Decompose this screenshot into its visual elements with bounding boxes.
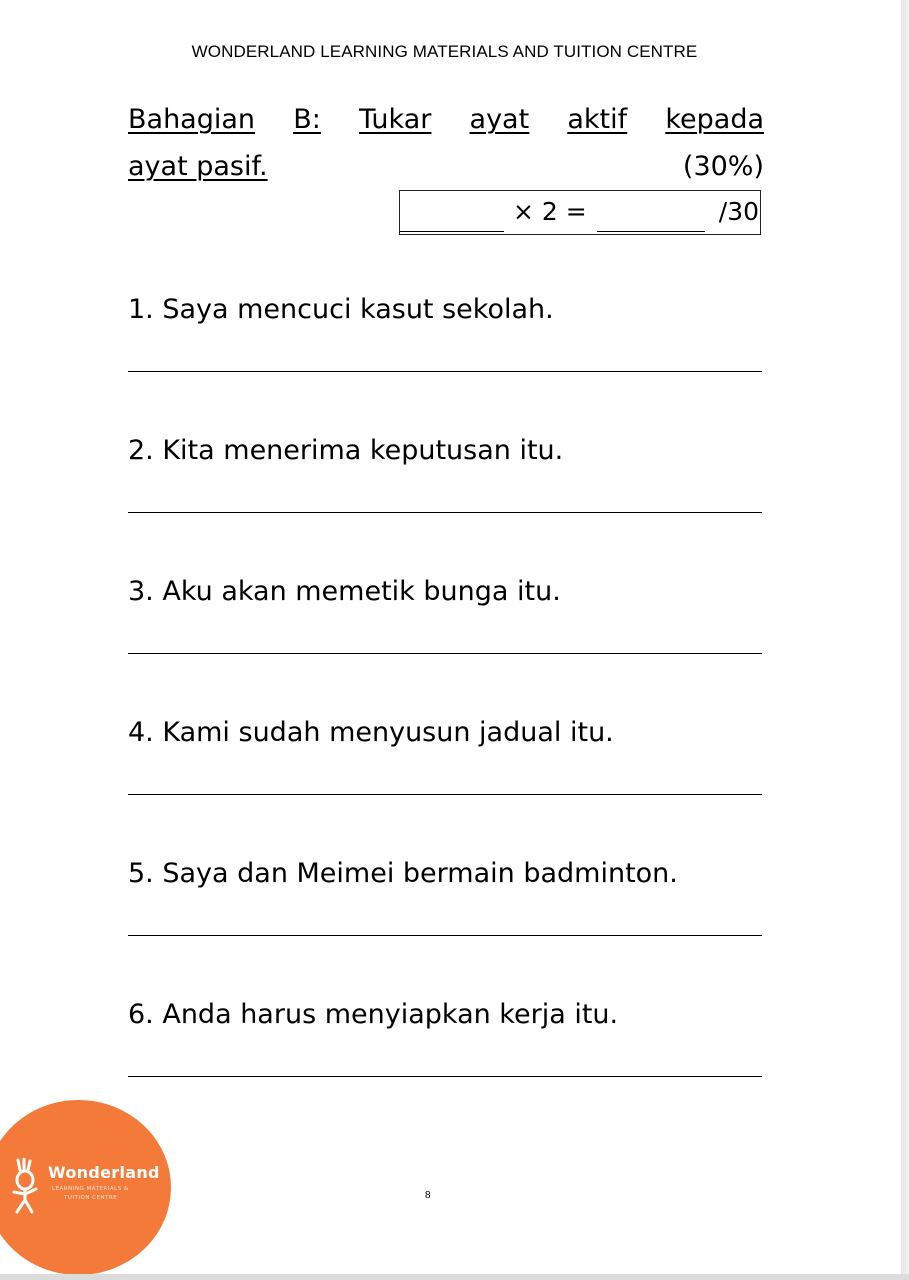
section-percent: (30%) — [682, 151, 764, 182]
score-multiplier: × 2 = — [513, 197, 587, 226]
score-blank[interactable] — [400, 231, 504, 232]
answer-line-6[interactable] — [128, 1076, 762, 1077]
score-total: /30 — [718, 197, 759, 226]
page-number: 8 — [425, 1190, 431, 1201]
answer-line-1[interactable] — [128, 371, 762, 372]
answer-line-2[interactable] — [128, 512, 762, 513]
answer-line-3[interactable] — [128, 653, 762, 654]
answer-line-4[interactable] — [128, 794, 762, 795]
question-3: 3. Aku akan memetik bunga itu. — [128, 576, 561, 607]
logo-subtitle: LEARNING MATERIALS & — [52, 1186, 129, 1192]
question-5: 5. Saya dan Meimei bermain badminton. — [128, 858, 678, 889]
question-1: 1. Saya mencuci kasut sekolah. — [128, 294, 554, 325]
logo-subtitle: TUITION CENTRE — [64, 1195, 118, 1201]
title-word: Bahagian — [128, 104, 256, 135]
section-title-line2 — [128, 151, 764, 191]
title-word: aktif — [567, 104, 628, 135]
title-word: kepada — [665, 104, 764, 135]
section-title-line1 — [128, 104, 764, 144]
score-result-blank[interactable] — [597, 231, 705, 232]
question-4: 4. Kami sudah menyusun jadual itu. — [128, 717, 614, 748]
title-word: Tukar — [359, 104, 432, 135]
title-word: ayat — [469, 104, 530, 135]
answer-line-5[interactable] — [128, 935, 762, 936]
logo-name: Wonderland — [48, 1163, 160, 1182]
title-word: B: — [293, 104, 321, 135]
page-edge-shadow — [901, 0, 909, 1280]
section-title-end: ayat pasif. — [128, 151, 268, 182]
page-bottom-edge — [0, 1274, 909, 1280]
mascot-icon — [10, 1158, 46, 1216]
question-6: 6. Anda harus menyiapkan kerja itu. — [128, 999, 619, 1030]
score-box — [399, 190, 761, 235]
page-header: WONDERLAND LEARNING MATERIALS AND TUITION CENTRE — [191, 42, 698, 61]
question-2: 2. Kita menerima keputusan itu. — [128, 435, 564, 466]
wonderland-logo — [0, 1100, 171, 1275]
